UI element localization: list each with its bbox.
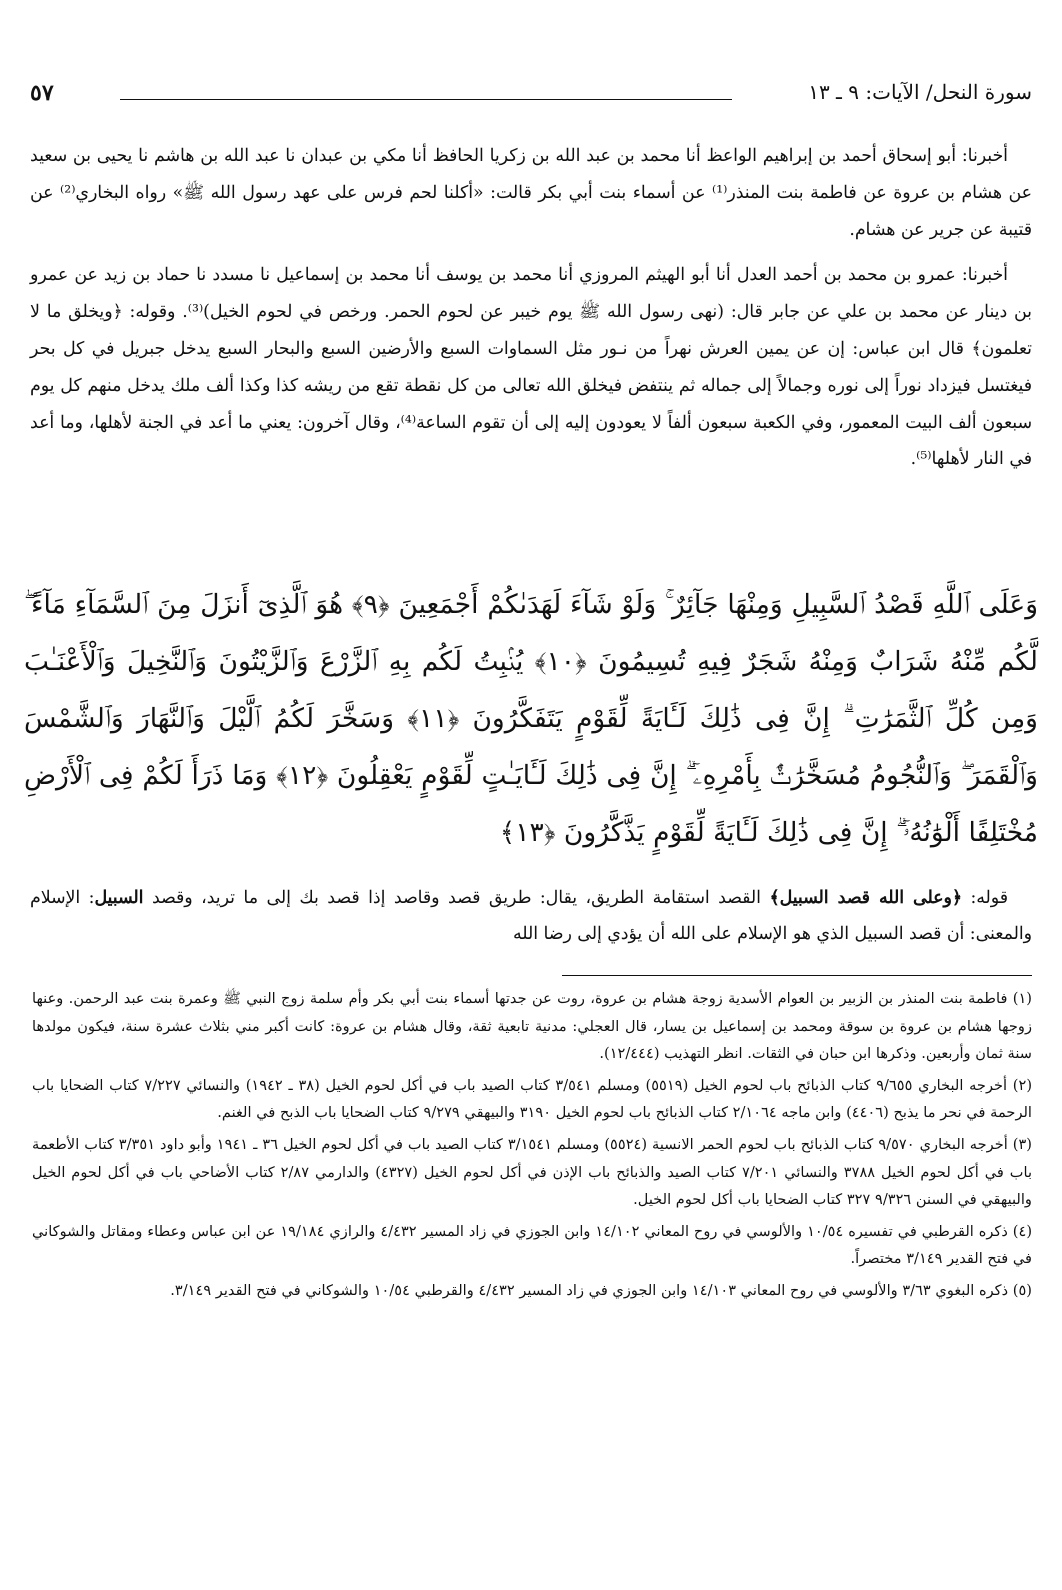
footnote-3: (٣) أخرجه البخاري ٩/٥٧٠ كتاب الذبائح باب لحوم الحمر الانسية (٥٥٢٤) ومسلم ٣/١٥٤١ كتاب الصيد باب في أكل لحوم الخيل ٣٦ ـ ١٩٤١ وأبو داود ٣/٣٥١ كتاب الأطعمة باب في أكل لحوم الخيل ٣٧٨٨ والنسائي ٧/٢٠١ كتاب الصيد والذبائح باب الإذن في أكل لحوم الخيل (٤٣٢٧) والدارمي ٢/٨٧ كتاب الأضاحي باب في أكل لحوم الخيل والبيهقي في السنن ٩/٣٢٦ ٣٢٧ كتاب الضحايا باب أكل لحوم الخيل. [32,1135,1033,1209]
header-title: سورة النحل/ الآيات: ٩ ـ ١٣ [808,80,1032,104]
header-rule [120,99,732,100]
paragraph-1: أخبرنا: أبو إسحاق أحمد بن إبراهيم الواعظ أنا محمد بن عبد الله بن زكريا الحافظ أنا مكي بن عبدان نا عبد الله بن هاشم نا يحيى بن سعيد عن هشام بن عروة عن فاطمة بنت المنذر⁽¹⁾ عن أسماء بنت أبي بكر قالت: «أكلنا لحم فرس على عهد رسول الله ﷺ» رواه البخاري⁽²⁾ عن قتيبة عن جرير عن هشام. [30,146,1032,240]
footnote-1: (١) فاطمة بنت المنذر بن الزبير بن العوام الأسدية زوجة هشام بن عروة، روت عن جدتها أسماء بنت أبي بكر وأم سلمة زوج النبي ﷺ وعمرة بنت عبد الرحمن. وعنها زوجها هشام بن عروة بن سوقة ومحمد بن إسماعيل بن يسار، قال العجلي: مدنية تابعية ثقة، وقال هشام بن عروة: كانت أكبر مني بثلاث عشرة سنة، فيكون مولدها سنة ثمان وأربعين. وذكرها ابن حبان في الثقات. انظر التهذيب (١٢/٤٤٤). [32,990,1032,1063]
commentary-text-2: : الإسلام والمعنى: أن قصد السبيل الذي هو الإسلام على الله أن يؤدي إلى رضا الله [30,888,1032,944]
commentary-term: السبيل [94,888,144,908]
footnote-2: (٢) أخرجه البخاري ٩/٦٥٥ كتاب الذبائح باب لحوم الخيل (٥٥١٩) ومسلم ٣/٥٤١ كتاب الصيد باب في أكل لحوم الخيل (٣٨ ـ ١٩٤٢) والنسائي ٧/٢٢٧ كتاب الضحايا باب الرحمة في نحر ما يذبح (٤٤٠٦) وابن ماجه ٢/١٠٦٤ كتاب الذبائح باب لحوم الخيل ٣١٩٠ والبيهقي ٩/٢٧٩ كتاب الضحايا باب الذبح في الغنم. [32,1076,1033,1122]
page-number: ٥٧ [30,80,54,106]
footnotes [32,985,1032,1309]
commentary-lead: قوله: [961,888,1008,908]
footnote-4: (٤) ذكره القرطبي في تفسيره ١٠/٥٤ والألوسي في روح المعاني ١٤/١٠٢ وابن الجوزي في زاد المسير ٤/٤٣٢ والرازي ١٩/١٨٤ عن ابن عباس وعطاء ومقاتل والشوكاني في فتح القدير ٣/١٤٩ مختصراً. [32,1222,1033,1268]
commentary-text-1: القصد استقامة الطريق، يقال: طريق قصد وقاصد إذا قصد بك إلى ما تريد، وقصد [143,888,770,908]
footnote-5: (٥) ذكره البغوي ٣/٦٣ والألوسي في روح المعاني ١٤/١٠٣ وابن الجوزي في زاد المسير ٤/٤٣٢ والقرطبي ١٠/٥٤ والشوكاني في فتح القدير ٣/١٤٩. [170,1281,1032,1299]
commentary-paragraph [30,880,1032,952]
commentary [30,880,1032,952]
paragraph-2: أخبرنا: عمرو بن محمد بن أحمد العدل أنا أبو الهيثم المروزي أنا محمد بن يوسف أنا محمد بن إسماعيل نا مسدد نا حماد بن زيد عن عمرو بن دينار عن محمد بن علي عن جابر قال: (نهى رسول الله ﷺ يوم خيبر عن لحوم الحمر. ورخص في لحوم الخيل)⁽³⁾. وقوله: ﴿ويخلق ما لا تعلمون﴾ قال ابن عباس: إن عن يمين العرش نهراً من نـور مثل السماوات السبع والأرضين السبع والبحار السبع يدخل جبريل في كل بحر فيغتسل فيزداد نوراً إلى نوره وجمالاً إلى جماله ثم ينتفض فيخلق الله تعالى من كل نقطة تقع من ريشه كذا وكذا ألف ملك يدخل منهم كل يوم سبعون ألف البيت المعمور، وفي الكعبة سبعون ألفاً لا يعودون إليه إلى أن تقوم الساعة⁽⁴⁾، وقال آخرون: يعني ما أعد في الجنة لأهلها، وما أعد في النار لأهلها⁽⁵⁾. [30,265,1032,470]
running-header [30,80,1032,114]
footnote-divider [562,975,1032,976]
body-text [30,138,1032,487]
commentary-phrase: ﴿وعلى الله قصد السبيل﴾ [769,888,962,908]
quran-verses: وَعَلَى ٱللَّهِ قَصْدُ ٱلسَّبِيلِ وَمِنْهَا جَآئِرٌ ۚ وَلَوْ شَآءَ لَهَدَىٰكُمْ أَجْمَعِينَ ﴿٩﴾ هُوَ ٱلَّذِىٓ أَنزَلَ مِنَ ٱلسَّمَآءِ مَآءً ۖ لَّكُم مِّنْهُ شَرَابٌ وَمِنْهُ شَجَرٌ فِيهِ تُسِيمُونَ ﴿١٠﴾ يُنۢبِتُ لَكُم بِهِ ٱلزَّرْعَ وَٱلزَّيْتُونَ وَٱلنَّخِيلَ وَٱلْأَعْنَـٰبَ وَمِن كُلِّ ٱلثَّمَرَٰتِ ۗ إِنَّ فِى ذَٰلِكَ لَـَٔايَةً لِّقَوْمٍ يَتَفَكَّرُونَ ﴿١١﴾ وَسَخَّرَ لَكُمُ ٱلَّيْلَ وَٱلنَّهَارَ وَٱلشَّمْسَ وَٱلْقَمَرَ ۖ وَٱلنُّجُومُ مُسَخَّرَٰتٌۢ بِأَمْرِهِۦٓ ۗ إِنَّ فِى ذَٰلِكَ لَـَٔايَـٰتٍ لِّقَوْمٍ يَعْقِلُونَ ﴿١٢﴾ وَمَا ذَرَأَ لَكُمْ فِى ٱلْأَرْضِ مُخْتَلِفًا أَلْوَٰنُهُۥٓ ۗ إِنَّ فِى ذَٰلِكَ لَـَٔايَةً لِّقَوْمٍ يَذَّكَّرُونَ ﴿١٣﴾ [24,589,1038,848]
